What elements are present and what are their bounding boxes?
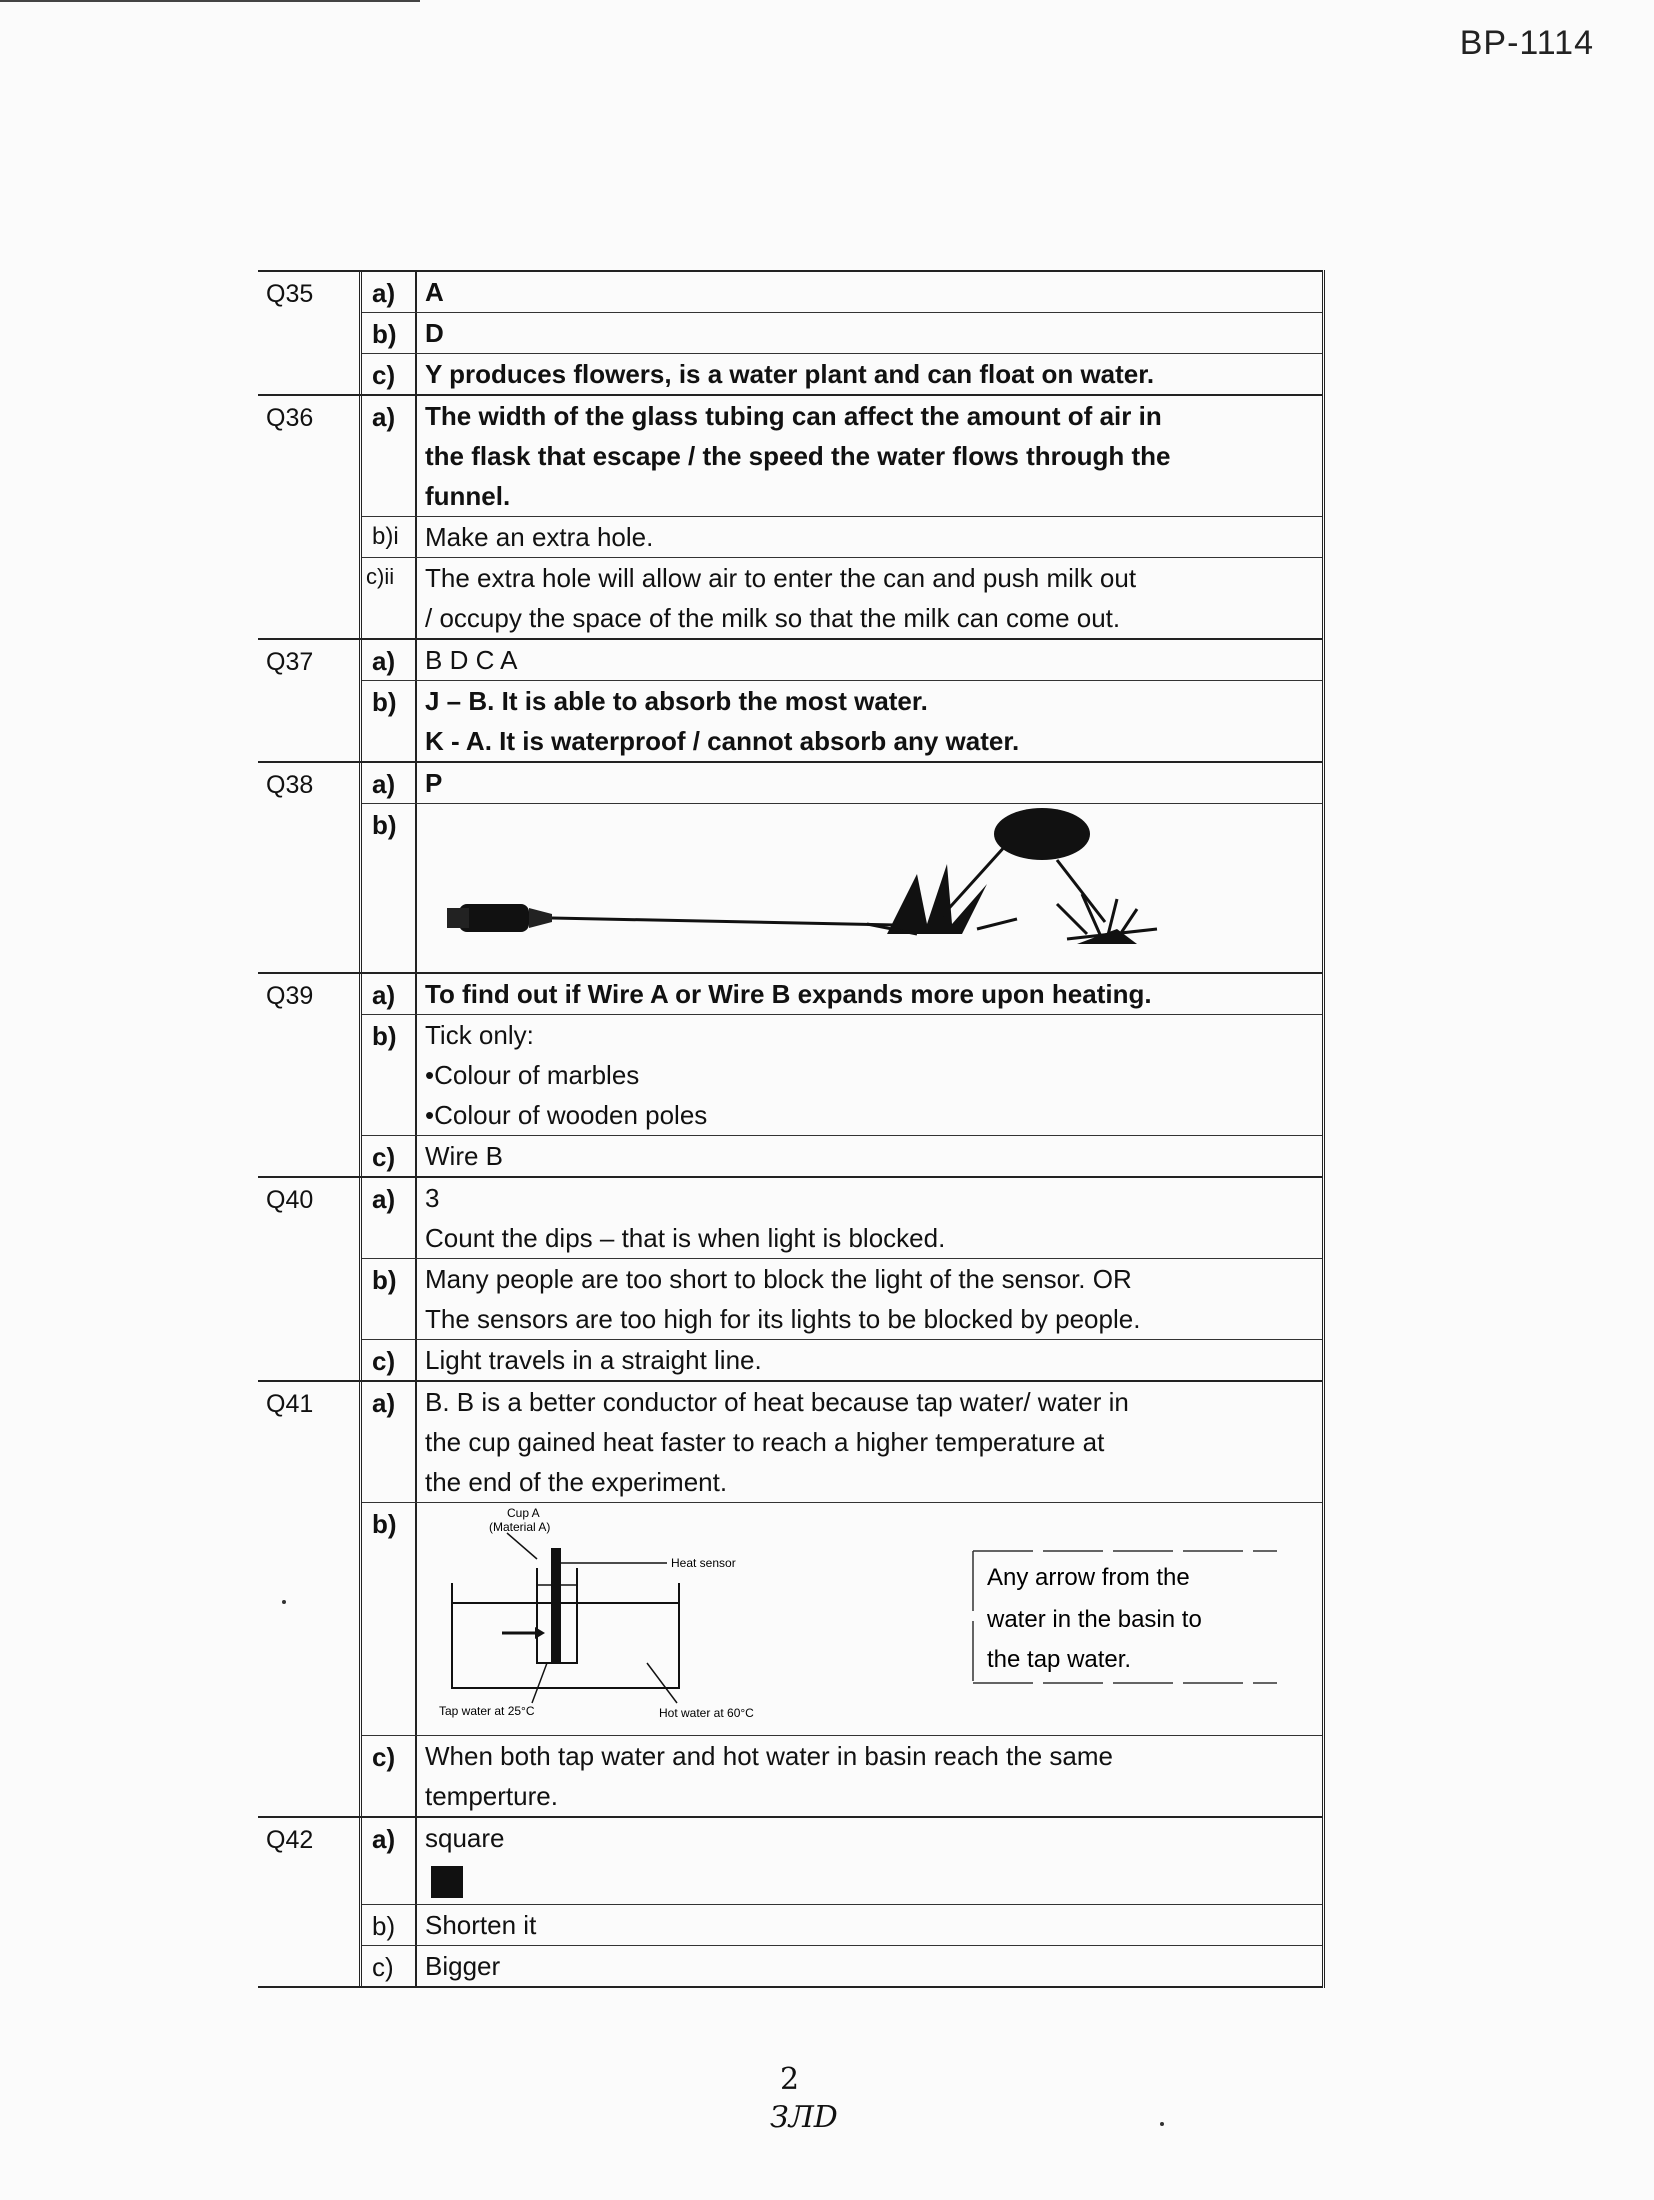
answer-text: The extra hole will allow air to enter the can and push milk out bbox=[425, 563, 1137, 593]
hot-water-label: Hot water at 60°C bbox=[659, 1706, 754, 1720]
part-label: b) bbox=[362, 1015, 417, 1135]
part-label: a) bbox=[362, 1818, 417, 1904]
question-label: Q37 bbox=[258, 640, 362, 761]
answer-row bbox=[362, 1818, 1322, 1905]
question-label: Q38 bbox=[258, 763, 362, 972]
heat-sensor-icon bbox=[551, 1548, 561, 1663]
answer-row bbox=[362, 272, 1322, 313]
answer-text: funnel. bbox=[425, 481, 511, 511]
answer-row bbox=[362, 1946, 1322, 1986]
answer-row bbox=[362, 1015, 1322, 1136]
object-shape bbox=[994, 808, 1090, 860]
square-shape bbox=[431, 1866, 463, 1898]
part-label: c) bbox=[362, 1340, 417, 1380]
answer-text: Light travels in a straight line. bbox=[425, 1345, 762, 1375]
answer-row bbox=[362, 1340, 1322, 1380]
answer-row bbox=[362, 1736, 1322, 1816]
answer-text: Count the dips – that is when light is blocked. bbox=[425, 1223, 946, 1253]
answer-row bbox=[362, 354, 1322, 394]
answer-row bbox=[362, 640, 1322, 681]
question-q38 bbox=[258, 763, 1322, 974]
answer-text: the flask that escape / the speed the water flows through the bbox=[425, 441, 1171, 471]
note-line: water in the basin to bbox=[987, 1606, 1202, 1633]
answer-text: A bbox=[425, 277, 444, 307]
material-label: (Material A) bbox=[489, 1520, 551, 1534]
answer-text: Y produces flowers, is a water plant and can float on water. bbox=[425, 359, 1155, 389]
question-label: Q35 bbox=[258, 272, 362, 394]
tap-water-label: Tap water at 25°C bbox=[439, 1704, 535, 1718]
answer-text: the cup gained heat faster to reach a higher temperature at bbox=[425, 1427, 1105, 1457]
answer-text: P bbox=[425, 768, 443, 798]
answer-row bbox=[362, 396, 1322, 517]
part-label: c) bbox=[362, 1736, 417, 1816]
answer-text: Many people are too short to block the light of the sensor. OR bbox=[425, 1264, 1132, 1294]
question-q37 bbox=[258, 640, 1322, 763]
part-label: c)ii bbox=[362, 558, 417, 638]
light-reflection-diagram bbox=[417, 804, 1287, 972]
answer-text: Wire B bbox=[425, 1141, 503, 1171]
answer-row bbox=[362, 681, 1322, 761]
answer-text: 3 bbox=[425, 1183, 440, 1213]
answer-text: The sensors are too high for its lights to be blocked by people. bbox=[425, 1304, 1141, 1334]
answer-row bbox=[362, 517, 1322, 558]
part-label: b) bbox=[362, 1503, 417, 1735]
answer-row bbox=[362, 1905, 1322, 1946]
scan-speck bbox=[1160, 2122, 1164, 2126]
answer-row bbox=[362, 763, 1322, 804]
answer-text: •Colour of marbles bbox=[425, 1060, 640, 1090]
paper-code: BP-1114 bbox=[1459, 24, 1594, 62]
answer-text: temperture. bbox=[425, 1781, 558, 1811]
answer-text: When both tap water and hot water in basin reach the same bbox=[425, 1741, 1113, 1771]
plant-right-icon bbox=[1057, 894, 1157, 944]
question-q40 bbox=[258, 1178, 1322, 1382]
answer-text: Bigger bbox=[425, 1951, 501, 1981]
answer-text: Make an extra hole. bbox=[425, 522, 654, 552]
sensor-label: Heat sensor bbox=[671, 1556, 736, 1570]
question-q39 bbox=[258, 974, 1322, 1178]
answer-text: square bbox=[425, 1823, 505, 1853]
torch-icon bbox=[447, 904, 552, 932]
part-label: b) bbox=[362, 804, 417, 972]
part-label: b) bbox=[362, 1905, 417, 1945]
answer-text: / occupy the space of the milk so that the milk can come out. bbox=[425, 603, 1121, 633]
heat-transfer-diagram bbox=[417, 1503, 1287, 1735]
part-label: b) bbox=[362, 681, 417, 761]
question-label: Q42 bbox=[258, 1818, 362, 1986]
answer-row bbox=[362, 558, 1322, 638]
answer-text: J – B. It is able to absorb the most water. bbox=[425, 686, 928, 716]
part-label: c) bbox=[362, 1946, 417, 1986]
page-number: 2 bbox=[780, 2062, 800, 2097]
answer-text: K - A. It is waterproof / cannot absorb any water. bbox=[425, 726, 1020, 756]
answer-text: Shorten it bbox=[425, 1910, 537, 1940]
part-label: a) bbox=[362, 272, 417, 312]
part-label: c) bbox=[362, 1136, 417, 1176]
answer-text: B. B is a better conductor of heat because tap water/ water in bbox=[425, 1387, 1129, 1417]
question-label: Q36 bbox=[258, 396, 362, 638]
answer-row bbox=[362, 1178, 1322, 1259]
part-label: c) bbox=[362, 354, 417, 394]
answer-row bbox=[362, 804, 1322, 972]
part-label: a) bbox=[362, 1178, 417, 1258]
answer-text: the end of the experiment. bbox=[425, 1467, 728, 1497]
answer-row bbox=[362, 974, 1322, 1015]
basin-shape bbox=[452, 1583, 679, 1688]
answer-text: B D C A bbox=[425, 645, 518, 675]
answer-table bbox=[258, 270, 1325, 1988]
part-label: b) bbox=[362, 313, 417, 353]
answer-text: The width of the glass tubing can affect the amount of air in bbox=[425, 401, 1162, 431]
part-label: b) bbox=[362, 1259, 417, 1339]
part-label: a) bbox=[362, 396, 417, 516]
question-q36 bbox=[258, 396, 1322, 640]
answer-text: D bbox=[425, 318, 444, 348]
answer-text: To find out if Wire A or Wire B expands more upon heating. bbox=[425, 979, 1152, 1009]
question-q35 bbox=[258, 270, 1322, 396]
question-label: Q39 bbox=[258, 974, 362, 1176]
question-q41 bbox=[258, 1382, 1322, 1818]
answer-text: •Colour of wooden poles bbox=[425, 1100, 708, 1130]
note-line: Any arrow from the bbox=[987, 1564, 1190, 1591]
part-label: a) bbox=[362, 1382, 417, 1502]
top-rule bbox=[0, 0, 420, 2]
question-q42 bbox=[258, 1818, 1322, 1988]
cup-label: Cup A bbox=[507, 1506, 540, 1520]
light-ray-incident bbox=[552, 918, 947, 926]
scan-speck bbox=[282, 1600, 286, 1604]
part-label: a) bbox=[362, 763, 417, 803]
answer-text: Tick only: bbox=[425, 1020, 534, 1050]
part-label: b)i bbox=[362, 517, 417, 557]
answer-row bbox=[362, 1136, 1322, 1176]
answer-row bbox=[362, 1503, 1322, 1736]
question-label: Q41 bbox=[258, 1382, 362, 1816]
note-line: the tap water. bbox=[987, 1646, 1132, 1673]
answer-row bbox=[362, 1259, 1322, 1340]
answer-row bbox=[362, 1382, 1322, 1503]
handwritten-initials: ЗЛD bbox=[770, 2100, 838, 2135]
answer-row bbox=[362, 313, 1322, 354]
part-label: a) bbox=[362, 640, 417, 680]
question-label: Q40 bbox=[258, 1178, 362, 1380]
part-label: a) bbox=[362, 974, 417, 1014]
